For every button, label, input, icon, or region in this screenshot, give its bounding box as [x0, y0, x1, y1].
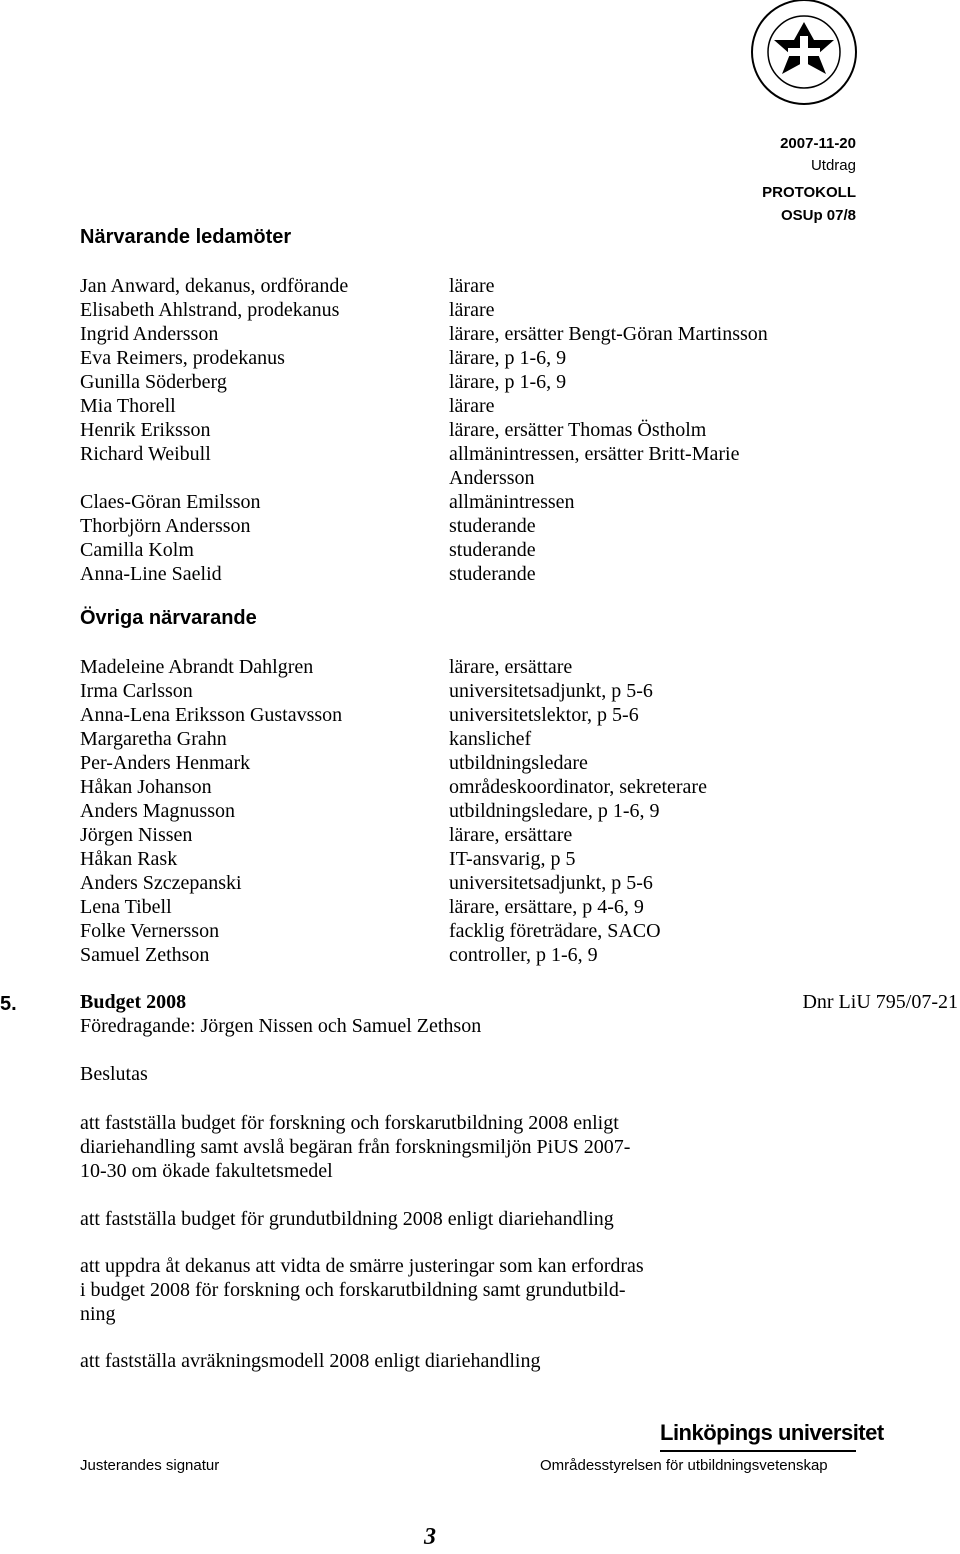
person-role: universitetsadjunkt, p 5-6 — [449, 680, 653, 702]
others-heading: Övriga närvarande — [80, 607, 257, 629]
person-name: Mia Thorell — [80, 395, 176, 417]
decision-4: att fastställa avräkningsmodell 2008 enligt diariehandling — [80, 1350, 541, 1372]
person-role: studerande — [449, 563, 536, 585]
person-name: Jan Anward, dekanus, ordförande — [80, 275, 349, 297]
person-name: Anna-Line Saelid — [80, 563, 222, 585]
person-role: lärare, p 1-6, 9 — [449, 347, 567, 369]
person-role: lärare, ersättare — [449, 824, 573, 846]
person-name: Folke Vernersson — [80, 920, 220, 942]
person-name: Håkan Johanson — [80, 776, 212, 798]
decision-label: Beslutas — [80, 1063, 148, 1085]
person-role: facklig företrädare, SACO — [449, 920, 661, 942]
person-role: utbildningsledare — [449, 752, 588, 774]
decision-3: att uppdra åt dekanus att vidta de smärre justeringar som kan erfordras i budget 2008 för forskning och forskarutbildning samt grundutbild- ning — [80, 1255, 644, 1325]
decision-1: att fastställa budget för forskning och forskarutbildning 2008 enligt diariehandling samt avslå begäran från forskningsmiljön PiUS 2007- 10-30 om ökade fakultetsmedel — [80, 1112, 631, 1182]
doc-kind: Utdrag — [810, 157, 856, 174]
person-name: Margaretha Grahn — [80, 728, 227, 750]
person-name: Camilla Kolm — [80, 539, 194, 561]
person-name: Jörgen Nissen — [80, 824, 193, 846]
page-number: 3 — [424, 1524, 436, 1550]
logo-underline — [660, 1450, 856, 1452]
person-role: kanslichef — [449, 728, 532, 750]
person-role: studerande — [449, 515, 536, 537]
person-name: Madeleine Abrandt Dahlgren — [80, 656, 314, 678]
doc-type: PROTOKOLL — [762, 184, 856, 201]
signature-label: Justerandes signatur — [80, 1457, 220, 1474]
university-logo: Linköpings universitet — [660, 1420, 884, 1445]
item-dnr: Dnr LiU 795/07-21 — [802, 991, 958, 1013]
person-role: universitetsadjunkt, p 5-6 — [449, 872, 653, 894]
person-role: allmänintressen, ersätter Britt-Marie Andersson — [449, 443, 740, 489]
person-role: controller, p 1-6, 9 — [449, 944, 598, 966]
person-name: Lena Tibell — [80, 896, 172, 918]
person-name: Richard Weibull — [80, 443, 211, 465]
person-name: Thorbjörn Andersson — [80, 515, 251, 537]
person-role: lärare, ersättare — [449, 656, 573, 678]
person-role: studerande — [449, 539, 536, 561]
person-role: lärare — [449, 299, 495, 321]
person-role: områdeskoordinator, sekreterare — [449, 776, 707, 798]
person-role: lärare, ersätter Thomas Östholm — [449, 419, 707, 441]
person-name: Ingrid Andersson — [80, 323, 219, 345]
person-name: Håkan Rask — [80, 848, 178, 870]
decision-2: att fastställa budget för grundutbildning 2008 enligt diariehandling — [80, 1208, 614, 1230]
person-name: Samuel Zethson — [80, 944, 210, 966]
person-name: Anders Szczepanski — [80, 872, 242, 894]
person-role: universitetslektor, p 5-6 — [449, 704, 639, 726]
doc-date: 2007-11-20 — [780, 135, 856, 152]
university-seal — [748, 0, 860, 108]
person-role: utbildningsledare, p 1-6, 9 — [449, 800, 660, 822]
person-name: Anna-Lena Eriksson Gustavsson — [80, 704, 343, 726]
item-presenter: Föredragande: Jörgen Nissen och Samuel Zethson — [80, 1015, 482, 1037]
person-name: Per-Anders Henmark — [80, 752, 251, 774]
doc-ref: OSUp 07/8 — [780, 207, 856, 224]
person-name: Claes-Göran Emilsson — [80, 491, 261, 513]
item-title: Budget 2008 — [80, 991, 187, 1013]
person-name: Gunilla Söderberg — [80, 371, 227, 393]
item-number: 5. — [0, 993, 17, 1015]
person-role: allmänintressen — [449, 491, 575, 513]
person-name: Irma Carlsson — [80, 680, 193, 702]
board-name: Områdesstyrelsen för utbildningsvetenskap — [540, 1457, 828, 1474]
person-role: IT-ansvarig, p 5 — [449, 848, 576, 870]
members-heading: Närvarande ledamöter — [80, 226, 292, 248]
person-role: lärare, ersätter Bengt-Göran Martinsson — [449, 323, 768, 345]
person-role: lärare, ersättare, p 4-6, 9 — [449, 896, 644, 918]
person-role: lärare, p 1-6, 9 — [449, 371, 567, 393]
person-name: Eva Reimers, prodekanus — [80, 347, 285, 369]
person-name: Henrik Eriksson — [80, 419, 211, 441]
person-name: Anders Magnusson — [80, 800, 235, 822]
person-role: lärare — [449, 395, 495, 417]
person-role: lärare — [449, 275, 495, 297]
person-name: Elisabeth Ahlstrand, prodekanus — [80, 299, 340, 321]
